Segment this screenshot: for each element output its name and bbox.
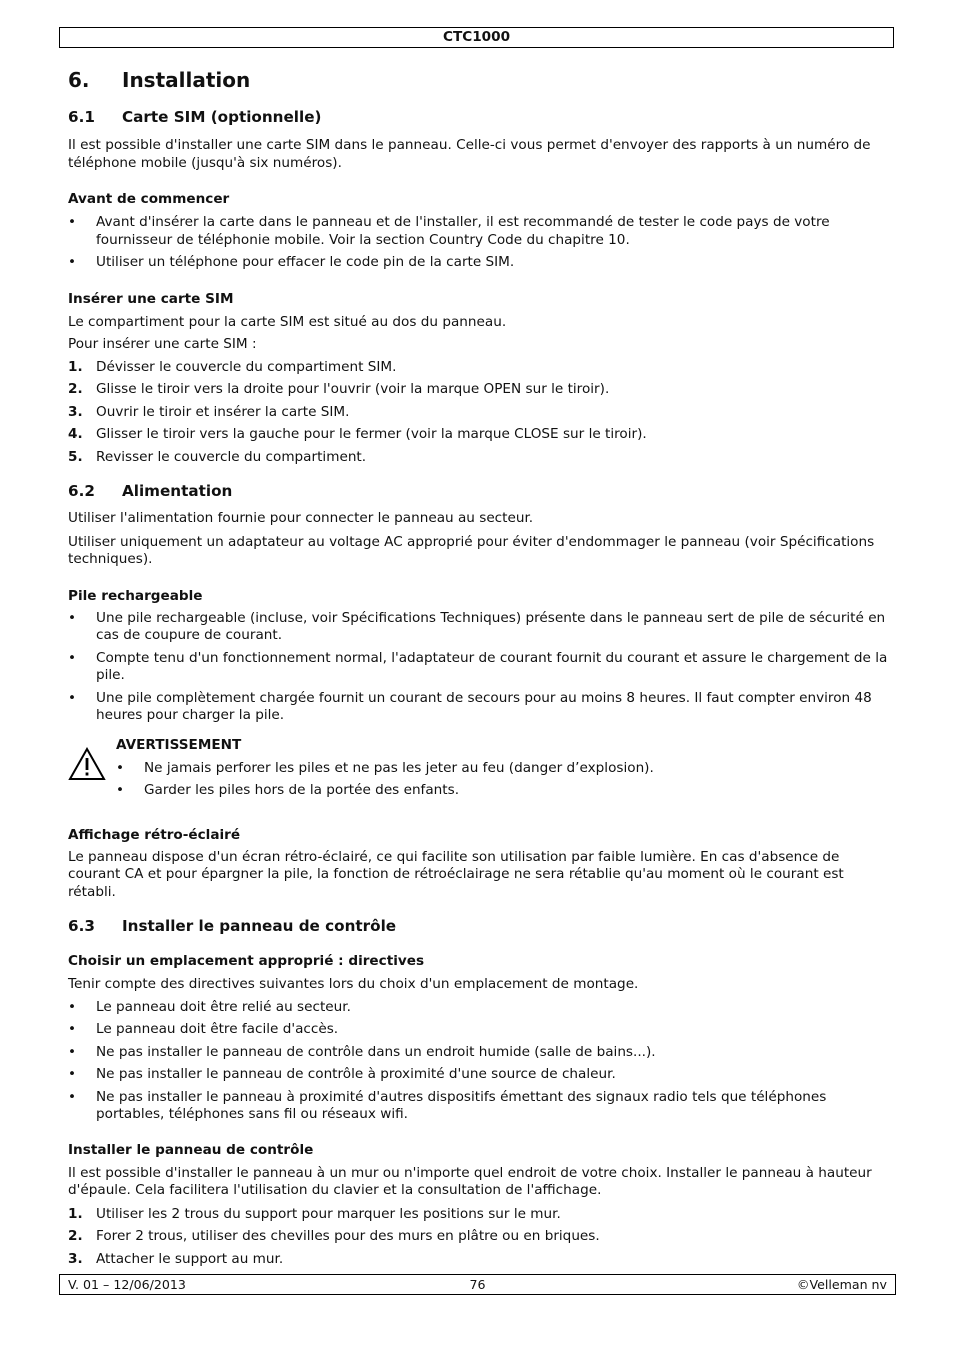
list-item: • Le panneau doit être facile d'accès. [68,1021,339,1037]
bullet-icon: • [68,1043,77,1060]
list-item: • Le panneau doit être relié au secteur. [68,998,351,1015]
bullet-icon: • [68,1066,77,1082]
list-item: 4. Glisser le tiroir vers la gauche pour le fermer (voir la marque CLOSE sur le tiroir). [68,426,647,442]
paragraph: Utiliser uniquement un adaptateur au voltage AC approprié pour éviter d'endommager le panneau (voir Spécifications techniques). [68,533,875,567]
list-item: 5. Revisser le couvercle du compartiment. [68,448,367,465]
subsection-title: Alimentation [122,482,233,500]
paragraph: Le panneau dispose d'un écran rétro-éclairé, ce qui facilite son utilisation par faible lumière. En cas d'absence de courant CA et pour épargner la pile, la fonction de rétroéclairage ne sera rétablie qu'au moment où le courant est rétabli. [68,848,844,900]
list-item: 3. Attacher le support au mur. [68,1250,284,1267]
paragraph-heading: Pile rechargeable [68,587,203,604]
warning-title: AVERTISSEMENT [116,736,242,753]
list-item: • Ne pas installer le panneau de contrôle dans un endroit humide (salle de bains...). [68,1043,656,1060]
list-item: • Ne jamais perforer les piles et ne pas les jeter au feu (danger d’explosion). [116,759,654,776]
bullet-icon: • [68,649,77,666]
subsection-heading-6-1 [68,107,888,127]
bullet-list [68,214,888,272]
bullet-list [68,610,888,725]
paragraph: Tenir compte des directives suivantes lors du choix d'un emplacement de montage. [68,976,639,992]
page-header [59,27,894,48]
numbered-list [68,359,888,467]
list-item: • Ne pas installer le panneau à proximité d'autres dispositifs émettant des signaux radio tels que téléphones portables, téléphones sans fil ou réseaux wifi. [68,1088,827,1122]
paragraph: Le compartiment pour la carte SIM est situé au dos du panneau. [68,313,507,330]
copyright: ©Velleman nv [796,1277,887,1292]
list-item: • Une pile rechargeable (incluse, voir Spécifications Techniques) présente dans le panneau sert de pile de sécurité en cas de coupure de courant. [68,609,886,643]
bullet-icon: • [68,254,77,270]
subsection-title: Carte SIM (optionnelle) [122,108,322,126]
list-item: • Avant d'insérer la carte dans le panneau et de l'installer, il est recommandé de tester le code pays de votre fournisseur de téléphonie mobile. Voir la section Country Code du chapitre 10. [68,214,830,248]
subsection-title: Installer le panneau de contrôle [122,917,397,935]
numbered-list [68,1206,888,1269]
warning-list [116,760,888,800]
bullet-icon: • [68,998,77,1015]
list-item: 2. Glisse le tiroir vers la droite pour l'ouvrir (voir la marque OPEN sur le tiroir). [68,381,610,397]
list-item: 3. Ouvrir le tiroir et insérer la carte SIM. [68,403,350,420]
page-footer [59,1274,896,1295]
bullet-icon: • [116,782,125,798]
list-item: 2. Forer 2 trous, utiliser des chevilles pour des murs en plâtre ou en briques. [68,1228,600,1244]
list-item: • Utiliser un téléphone pour effacer le code pin de la carte SIM. [68,254,515,270]
bullet-list [68,999,888,1124]
subsection-number: 6.3 [68,917,95,935]
list-item: • Une pile complètement chargée fournit un courant de secours pour au moins 8 heures. Il faut compter environ 48 heures pour charger la pile. [68,689,872,723]
bullet-icon: • [68,1088,77,1105]
page-content [68,66,888,1268]
paragraph-heading: Insérer une carte SIM [68,290,234,307]
section-heading [68,66,888,94]
paragraph-heading: Avant de commencer [68,191,230,207]
subsection-heading-6-2 [68,481,888,501]
paragraph-heading: Affichage rétro-éclairé [68,826,241,843]
paragraph: Il est possible d'installer une carte SIM dans le panneau. Celle-ci vous permet d'envoyer des rapports à un numéro de téléphone mobile (jusqu'à six numéros). [68,137,871,171]
list-item: • Garder les piles hors de la portée des enfants. [116,782,460,798]
list-item: 1. Dévisser le couvercle du compartiment SIM. [68,358,397,375]
warning-triangle-icon [68,737,116,800]
section-number: 6. [68,68,90,92]
bullet-icon: • [68,689,77,706]
list-item: • Ne pas installer le panneau de contrôle à proximité d'une source de chaleur. [68,1066,616,1082]
bullet-icon: • [116,759,125,776]
subsection-heading-6-3 [68,916,888,936]
warning-box [68,737,888,800]
subsection-number: 6.1 [68,108,95,126]
version-date: V. 01 – 12/06/2013 [68,1277,186,1292]
bullet-icon: • [68,214,77,230]
bullet-icon: • [68,1021,77,1037]
paragraph-heading: Choisir un emplacement approprié : directives [68,953,425,969]
bullet-icon: • [68,609,77,626]
paragraph: Utiliser l'alimentation fournie pour connecter le panneau au secteur. [68,510,534,526]
paragraph: Pour insérer une carte SIM : [68,336,257,352]
section-title: Installation [122,68,251,92]
model-name: CTC1000 [442,29,511,45]
list-item: • Compte tenu d'un fonctionnement normal, l'adaptateur de courant fournit du courant et assure le chargement de la pile. [68,649,888,683]
list-item: 1. Utiliser les 2 trous du support pour marquer les positions sur le mur. [68,1205,561,1222]
paragraph: Il est possible d'installer le panneau à un mur ou n'importe quel endroit de votre choix. Installer le panneau à hauteur d'épaule. Cela facilitera l'utilisation du clavier et la consultation de l'affichage. [68,1164,872,1198]
paragraph-heading: Installer le panneau de contrôle [68,1141,314,1158]
page-number: 76 [469,1277,486,1292]
subsection-number: 6.2 [68,482,95,500]
